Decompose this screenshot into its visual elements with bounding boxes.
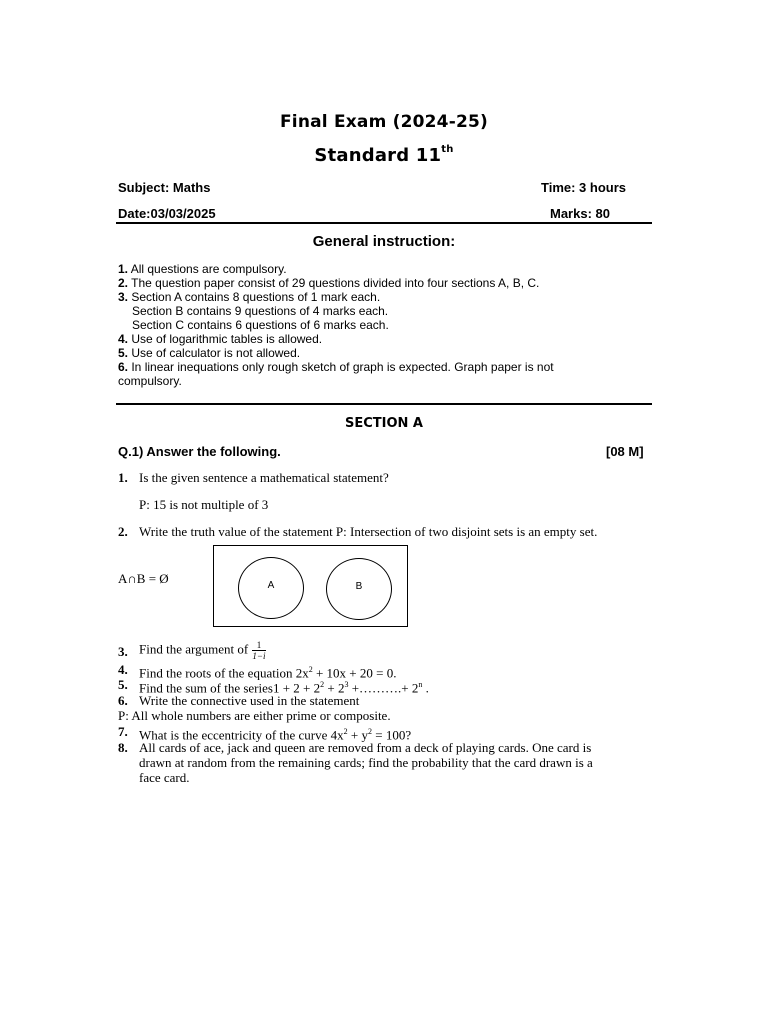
question-number: 5. [118,677,128,692]
instruction-item: 2. The question paper consist of 29 questions divided into four sections A, B, C. [118,276,540,290]
set-a-label: A [267,580,275,591]
question-text: Find the roots of the equation $2x^2 + 10x + 20 = 0$. [139,665,397,681]
instruction-item: Section B contains 9 questions of 4 marks each. [132,304,389,318]
set-b-circle [326,558,392,620]
question-number: 2. [118,524,128,539]
set-a-circle [238,557,304,619]
subject-label: Subject: Maths [118,180,211,195]
question-number: 3. [118,644,128,659]
venn-diagram [213,545,408,627]
question-text: Find the sum of the series1 + $2 + 2^2 + 2^3$ +……….+ $2^n$ . [139,680,429,696]
question-heading: Q.1) Answer the following. [118,444,281,459]
question-marks: [08 M] [606,444,644,459]
question-text: What is the eccentricity of the curve $4x^2 + y^2 = 100$? [139,727,412,743]
section-divider [116,403,652,405]
question-text: Find the argument of $\frac{1}{1-i}$ [139,640,266,661]
question-text: Write the truth value of the statement P: Intersection of two disjoint sets is an empty set. [139,524,598,539]
venn-label: A∩B = Ø [118,571,169,586]
question-text: face card. [139,770,190,785]
question-text: Write the connective used in the statement [139,693,360,708]
question-number: 8. [118,740,128,755]
header-divider [116,222,652,224]
question-number: 7. [118,724,128,739]
date-label: Date:03/03/2025 [118,206,216,221]
question-text: All cards of ace, jack and queen are removed from a deck of playing cards. One card is [139,740,592,755]
instruction-item: compulsory. [118,374,182,388]
question-text: drawn at random from the remaining cards; find the probability that the card drawn is a [139,755,593,770]
instruction-item: 1. All questions are compulsory. [118,262,287,276]
standard-title-sup: th [441,144,454,155]
set-b-label: B [355,581,363,592]
question-number: 1. [118,470,128,485]
marks-label: Marks: 80 [550,206,610,221]
question-subtext: P: 15 is not multiple of 3 [139,497,269,512]
standard-title [0,145,768,166]
question-number: 4. [118,662,128,677]
instruction-item: 3. Section A contains 8 questions of 1 mark each. [118,290,381,304]
exam-title: Final Exam (2024-25) [279,112,488,132]
standard-title-base: Standard 11 [314,145,442,166]
section-a-title: SECTION A [344,416,423,431]
fraction: $\frac{1}{1-i}$ [252,640,266,661]
question-subtext: P: All whole numbers are either prime or composite. [118,708,391,723]
instruction-item: 6. In linear inequations only rough sketch of graph is expected. Graph paper is not [118,360,554,374]
instruction-item: 4. Use of logarithmic tables is allowed. [118,332,323,346]
question-text: Is the given sentence a mathematical statement? [139,470,389,485]
question-number: 6. [118,693,128,708]
instruction-item: 5. Use of calculator is not allowed. [118,346,301,360]
instruction-item: Section C contains 6 questions of 6 marks each. [132,318,389,332]
time-label: Time: 3 hours [541,180,627,195]
instructions-title: General instruction: [312,233,456,250]
